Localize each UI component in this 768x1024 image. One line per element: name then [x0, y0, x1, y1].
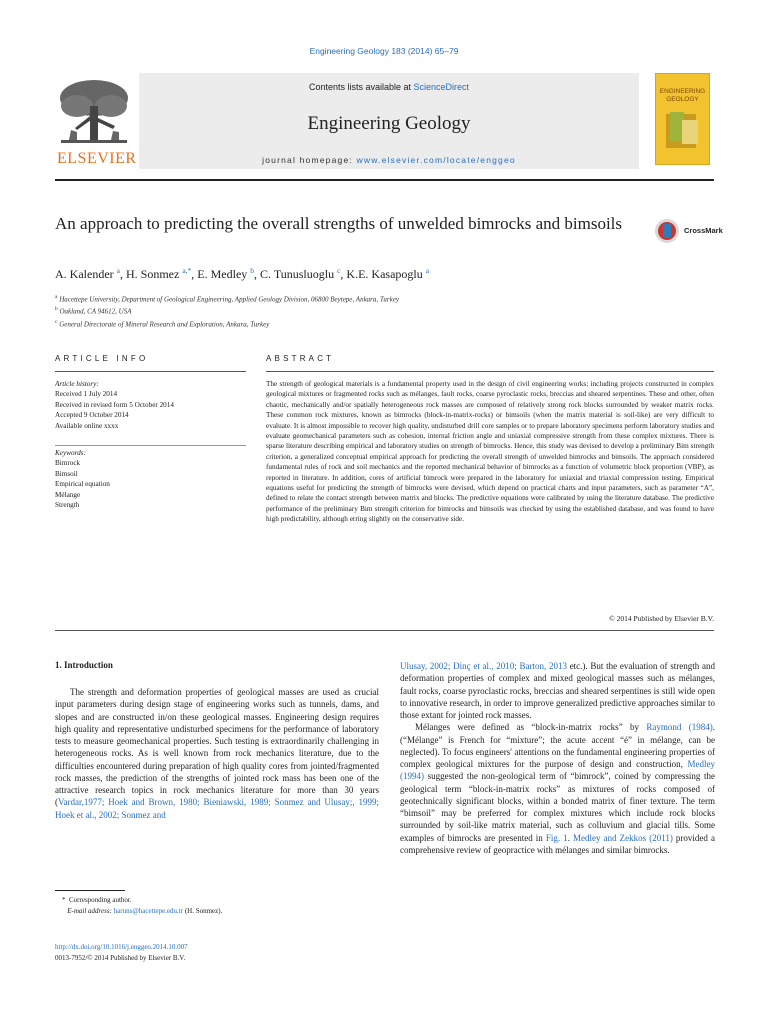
- keywords: [55, 448, 245, 510]
- paragraph: [55, 686, 379, 821]
- abstract-text: The strength of geological materials is a fundamental property used in the design of civil engineering works; including projects constructed in complex geological mixtures or fragmented rocks such as mélanges, fault rocks, coarse pyroclastic rocks, breccias and sheared serpentines. These and other, often chaotic, mechanically and/or spatially heterogeneous rock masses are composed of relatively strong rock blocks surrounded by weaker matrix rocks. These common rock mixtures, known as bimrocks (block-in-matrix-rocks) or bimsoils (when the matrix material is soil-like) are very difficult to evaluate. It is almost impossible to recover high quality, undisturbed drill core samples or to prepare laboratory specimens perform laboratory studies and evaluate geomechanical parameters such as cohesion, internal friction angle and uniaxial compressive strength from these complex mixtures. There is sparse literature describing empirical and laboratory studies on strength of bimrocks. Hence, this study was devised to develop a preliminary Bim strength criterion, a generalized conceptual empirical approach for predicting the overall strength of unwelded bimrocks and bimsoils. The approach considered fundamental rules of rock and soil mechanics and the reported mechanical behavior of bimrocks as a function of volumetric block proportion (VBP), as reported in literature. In addition, cores of artificial bimrock were prepared in the laboratory for uniaxial and triaxial compression testing. Empirical equations useful for predicting the strength of bimrocks were devised, which depend on practical charts and input parameters, such as parameter “A”, defined to relate the contact strength between matrix and blocks. The predictive equations were calibrated by using the literature database. The predictive performance of the preliminary Bim strength criterion for bimrocks and bimsoils was checked by using the established database, and was found to have high predictability, although erring slightly on the conservative side.: [266, 380, 714, 524]
- contents-prefix: Contents lists available at: [308, 82, 414, 92]
- cover-title-line-2: GEOLOGY: [666, 95, 699, 103]
- paragraph: [400, 660, 715, 721]
- abstract-bottom-rule: [55, 630, 714, 631]
- affiliation-marker: b: [55, 306, 58, 313]
- abstract-label: ABSTRACT: [266, 354, 335, 363]
- author-name[interactable]: K.E. Kasapoglu: [346, 267, 423, 281]
- author-affiliation-marker[interactable]: b: [250, 266, 255, 275]
- keyword-item: Bimrock: [55, 459, 81, 468]
- affiliation-marker: a: [55, 294, 58, 300]
- journal-masthead: [55, 70, 710, 176]
- history-item: Received 1 July 2014: [55, 390, 118, 399]
- paragraph-text: The strength and deformation properties of geological masses are used as crucial input parameters during design stage of engineering works such as tunnels, dams, and slopes and are constructed in/on these geological masses. Engineering design requires high quality and representative undisturbed specimens for the performance of laboratory tests to measure geomechanical properties. Such testing is extraordinarily challenging in heterogeneous rocks. As is well known from rock mechanics literature, due to the difficulties encountered during preparation of high quality cores from jointed/fragmented rock masses, the prediction of the strengths of jointed rock mass has been one of the attractive research topics in rock mechanics literature for more than 30 years (: [55, 687, 379, 808]
- email-owner: (H. Sonmez).: [183, 906, 223, 915]
- crossmark-label: CrossMark: [684, 226, 723, 235]
- author-name[interactable]: H. Sonmez: [125, 267, 180, 281]
- citation-links[interactable]: Ulusay, 2002; Dinç et al., 2010; Barton, 2013: [400, 661, 567, 671]
- body-column-left: [55, 686, 379, 821]
- paragraph-text: provided a comprehensive review of geopractice with mélanges and similar bimrocks.: [400, 832, 715, 855]
- article-info-rule: [55, 371, 246, 372]
- affiliation-text: Oakland, CA 94612, USA: [59, 307, 132, 316]
- sciencedirect-link[interactable]: ScienceDirect: [413, 82, 470, 92]
- author-affiliation-marker[interactable]: c: [337, 266, 341, 275]
- email-label: E-mail address:: [67, 906, 114, 915]
- affiliation-item: [55, 292, 715, 304]
- journal-header-box: [139, 73, 639, 169]
- author-name[interactable]: C. Tunusluoglu: [260, 267, 335, 281]
- affiliations: [55, 292, 715, 329]
- abstract-rule: [266, 371, 714, 372]
- paragraph-text: etc.). But the evaluation of strength and deformation properties of complex and mixed geological masses such as mélanges, fault rocks, coarse pyroclastic rocks, breccias and sheared serpentines is still wide open to innovative research, in order to improve generalized predictive approaches similar to those extant for jointed rock masses.: [400, 661, 715, 720]
- issn-line: 0013-7952/© 2014 Published by Elsevier B.V.: [55, 953, 186, 962]
- author-name[interactable]: A. Kalender: [55, 267, 114, 281]
- keyword-item: Strength: [55, 501, 80, 510]
- keyword-item: Empirical equation: [55, 480, 110, 489]
- affiliation-item: [55, 317, 715, 329]
- affiliation-item: [55, 304, 715, 316]
- keyword-item: Bimsoil: [55, 469, 78, 478]
- affiliation-text: General Directorate of Mineral Research and Exploration, Ankara, Turkey: [59, 319, 270, 328]
- affiliation-marker: c: [55, 318, 58, 325]
- crossmark-icon: [654, 218, 680, 244]
- cover-title: [656, 88, 709, 103]
- footnote-email: [62, 906, 362, 917]
- keywords-heading: Keywords:: [55, 449, 86, 457]
- paragraph: [400, 721, 715, 856]
- article-info-divider: [55, 445, 246, 446]
- article-title: An approach to predicting the overall strengths of unwelded bimrocks and bimsoils: [55, 214, 623, 233]
- figure-link[interactable]: Fig. 1: [545, 832, 568, 843]
- author-list: A. Kalender $^a$, H. Sonmez $^{a,*}$, E. Medley $^b$, C. Tunusluoglu $^c$, K.E. Kasapoglu $^a$: [55, 266, 430, 281]
- affiliation-text: Hacettepe University, Department of Geological Engineering, Applied Geology Division, 06800 Beytepe, Ankara, Turkey: [59, 295, 399, 304]
- cover-art: [664, 110, 702, 150]
- history-item: Accepted 9 October 2014: [55, 411, 129, 420]
- doi-link[interactable]: http://dx.doi.org/10.1016/j.enggeo.2014.10.007: [55, 943, 188, 951]
- author-name[interactable]: E. Medley: [197, 267, 248, 281]
- header-rule: [55, 179, 714, 181]
- homepage-link[interactable]: www.elsevier.com/locate/enggeo: [356, 155, 516, 165]
- publisher-name[interactable]: ELSEVIER: [57, 150, 137, 167]
- journal-name: Engineering Geology: [307, 113, 471, 134]
- citation-link[interactable]: Medley (1994): [400, 759, 715, 782]
- citation-link[interactable]: Medley and Zekkos (2011): [573, 832, 673, 843]
- history-item: Available online xxxx: [55, 421, 119, 430]
- contents-line: [139, 82, 639, 92]
- paragraph-text: . (“Mélange” is French for “mixture”; the acute accent “é” in mélange, can be neglected). To focus engineers' attentions on the fundamental engineering properties of complex geological mixtures for the purpose of design and construction,: [400, 722, 715, 769]
- cover-title-line-1: ENGINEERING: [659, 88, 706, 95]
- footnote-marker: *: [62, 896, 66, 904]
- section-heading-introduction: 1. Introduction: [55, 660, 113, 670]
- history-item: Received in revised form 5 October 2014: [55, 400, 174, 409]
- author-affiliation-marker[interactable]: a: [425, 266, 430, 275]
- body-column-right: [400, 660, 715, 856]
- article-info-label: ARTICLE INFO: [55, 354, 149, 363]
- author-affiliation-marker[interactable]: a: [116, 266, 120, 275]
- abstract-copyright: © 2014 Published by Elsevier B.V.: [609, 614, 714, 623]
- citation-link[interactable]: Raymond (1984): [646, 722, 713, 733]
- email-link[interactable]: haruns@hacettepe.edu.tr: [113, 906, 184, 915]
- author-affiliation-marker[interactable]: a,*: [182, 266, 192, 275]
- footnote: [62, 895, 362, 916]
- footnote-corresponding-text: Corresponding author.: [69, 896, 132, 904]
- paragraph-text: suggested the non-geological term of “bimrock”, coined by compressing the geological term “block-in-matrix rocks” as mixtures of rocks composed of geotechnically significant blocks, within a bonded matrix of finer texture. The term “bimsoil” may be preferred for complex mixtures which include rock blocks surrounded by soil-like matrix material, such as colluvium and glacial tills. Some examples of bimrocks are presented in: [400, 771, 715, 843]
- footnote-rule: [55, 890, 125, 891]
- citation-links[interactable]: Vardar,1977; Hoek and Brown, 1980; Bieniawski, 1989; Sonmez and Ulusay;, 1999; Hoek et al., 2002; Sonmez and: [55, 797, 379, 820]
- footnote-corresponding: [62, 895, 362, 906]
- journal-cover-thumbnail[interactable]: [655, 73, 710, 165]
- homepage-prefix: journal homepage:: [262, 155, 357, 165]
- article-history-heading: Article history:: [55, 380, 99, 388]
- crossmark-badge[interactable]: [654, 218, 744, 244]
- paragraph-text: .: [567, 832, 574, 843]
- paragraph-text: Mélanges were defined as “block-in-matrix rocks” by: [415, 722, 647, 733]
- doi-block: [55, 942, 188, 963]
- journal-reference[interactable]: Engineering Geology 183 (2014) 65–79: [309, 46, 459, 56]
- article-history: [55, 379, 245, 431]
- keyword-item: Mélange: [55, 490, 81, 499]
- homepage-line: [139, 155, 639, 165]
